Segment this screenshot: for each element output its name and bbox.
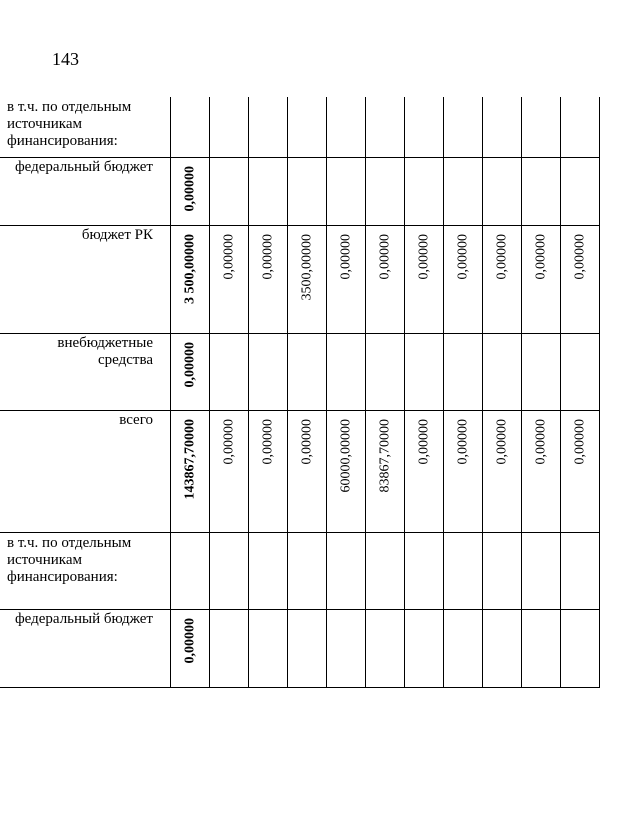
year-value-cell [366, 532, 405, 609]
row-label-cell [0, 609, 171, 687]
year-value: 0,00000 [533, 233, 549, 279]
table-row [0, 609, 600, 687]
row-label-cell [0, 97, 171, 157]
year-value-cell [483, 157, 522, 225]
row-label: всего [119, 411, 153, 428]
year-value-cell [366, 157, 405, 225]
year-value-cell [210, 333, 249, 410]
year-value: 0,00000 [494, 418, 510, 464]
year-value-cell [210, 225, 249, 333]
year-value-cell [444, 609, 483, 687]
year-value-cell [327, 609, 366, 687]
year-value-cell [210, 609, 249, 687]
year-value-cell [327, 225, 366, 333]
year-value: 0,00000 [377, 233, 393, 279]
year-value-cell [210, 410, 249, 532]
year-value-cell [561, 410, 600, 532]
year-value-cell [210, 157, 249, 225]
year-value-cell [327, 97, 366, 157]
year-value-cell [249, 532, 288, 609]
year-value-cell [483, 410, 522, 532]
year-value-cell [405, 97, 444, 157]
year-value: 3500,00000 [299, 233, 315, 300]
row-label: федеральный бюджет [14, 610, 153, 627]
year-value-cell [483, 609, 522, 687]
year-value: 83867,70000 [377, 418, 393, 492]
financing-table [0, 97, 600, 688]
year-value-cell [249, 157, 288, 225]
year-value-cell [288, 333, 327, 410]
year-value-cell [210, 532, 249, 609]
year-value-cell [522, 609, 561, 687]
total-value: 143867,70000 [182, 418, 198, 499]
year-value-cell [444, 410, 483, 532]
year-value: 0,00000 [299, 418, 315, 464]
year-value: 0,00000 [260, 418, 276, 464]
year-value-cell [522, 97, 561, 157]
year-value: 0,00000 [572, 418, 588, 464]
total-cell [171, 157, 210, 225]
total-cell [171, 225, 210, 333]
row-label-cell [0, 532, 171, 609]
total-cell [171, 410, 210, 532]
year-value-cell [483, 532, 522, 609]
year-value-cell [444, 97, 483, 157]
year-value-cell [327, 410, 366, 532]
total-value: 3 500,00000 [182, 233, 198, 304]
year-value-cell [405, 157, 444, 225]
year-value-cell [522, 410, 561, 532]
page-number: 143 [52, 49, 79, 69]
year-value-cell [288, 410, 327, 532]
year-value-cell [405, 609, 444, 687]
year-value-cell [327, 157, 366, 225]
year-value-cell [405, 333, 444, 410]
year-value-cell [288, 157, 327, 225]
total-value: 0,00000 [182, 617, 198, 663]
year-value: 0,00000 [572, 233, 588, 279]
total-cell [171, 609, 210, 687]
year-value: 0,00000 [533, 418, 549, 464]
table-row [0, 97, 600, 157]
table-row [0, 532, 600, 609]
year-value-cell [561, 225, 600, 333]
row-label-cell [0, 157, 171, 225]
year-value-cell [288, 609, 327, 687]
year-value-cell [288, 225, 327, 333]
year-value-cell [483, 333, 522, 410]
year-value-cell [483, 225, 522, 333]
total-value: 0,00000 [182, 165, 198, 211]
year-value-cell [249, 225, 288, 333]
row-label: в т.ч. по отдельным источникам финансирования: [7, 99, 132, 149]
year-value-cell [366, 333, 405, 410]
year-value-cell [288, 97, 327, 157]
year-value-cell [249, 333, 288, 410]
row-label-cell [0, 225, 171, 333]
table-row [0, 157, 600, 225]
year-value: 0,00000 [455, 233, 471, 279]
year-value-cell [522, 333, 561, 410]
year-value: 0,00000 [221, 233, 237, 279]
year-value-cell [249, 97, 288, 157]
year-value-cell [249, 410, 288, 532]
year-value-cell [366, 225, 405, 333]
year-value: 0,00000 [221, 418, 237, 464]
year-value-cell [561, 333, 600, 410]
table-row [0, 225, 600, 333]
year-value-cell [405, 225, 444, 333]
year-value: 0,00000 [338, 233, 354, 279]
year-value-cell [444, 532, 483, 609]
year-value-cell [522, 532, 561, 609]
year-value-cell [366, 97, 405, 157]
year-value-cell [288, 532, 327, 609]
total-cell [171, 532, 210, 609]
year-value-cell [327, 333, 366, 410]
total-cell [171, 97, 210, 157]
year-value-cell [522, 225, 561, 333]
row-label: внебюджетные средства [57, 334, 153, 368]
year-value-cell [405, 410, 444, 532]
year-value: 0,00000 [416, 233, 432, 279]
year-value-cell [444, 333, 483, 410]
year-value: 0,00000 [260, 233, 276, 279]
year-value-cell [444, 157, 483, 225]
year-value-cell [210, 97, 249, 157]
row-label-cell [0, 410, 171, 532]
year-value: 60000,00000 [338, 418, 354, 492]
total-cell [171, 333, 210, 410]
year-value-cell [483, 97, 522, 157]
row-label: в т.ч. по отдельным источникам финансирования: [7, 534, 132, 585]
year-value-cell [522, 157, 561, 225]
year-value-cell [444, 225, 483, 333]
year-value-cell [366, 410, 405, 532]
year-value-cell [249, 609, 288, 687]
year-value-cell [561, 97, 600, 157]
year-value-cell [561, 532, 600, 609]
year-value: 0,00000 [494, 233, 510, 279]
table-row [0, 410, 600, 532]
row-label-cell [0, 333, 171, 410]
row-label: федеральный бюджет [14, 158, 153, 175]
row-label: бюджет РК [81, 226, 153, 243]
year-value-cell [561, 157, 600, 225]
total-value: 0,00000 [182, 341, 198, 387]
year-value-cell [561, 609, 600, 687]
year-value-cell [366, 609, 405, 687]
table-row [0, 333, 600, 410]
year-value-cell [405, 532, 444, 609]
year-value-cell [327, 532, 366, 609]
year-value: 0,00000 [416, 418, 432, 464]
year-value: 0,00000 [455, 418, 471, 464]
